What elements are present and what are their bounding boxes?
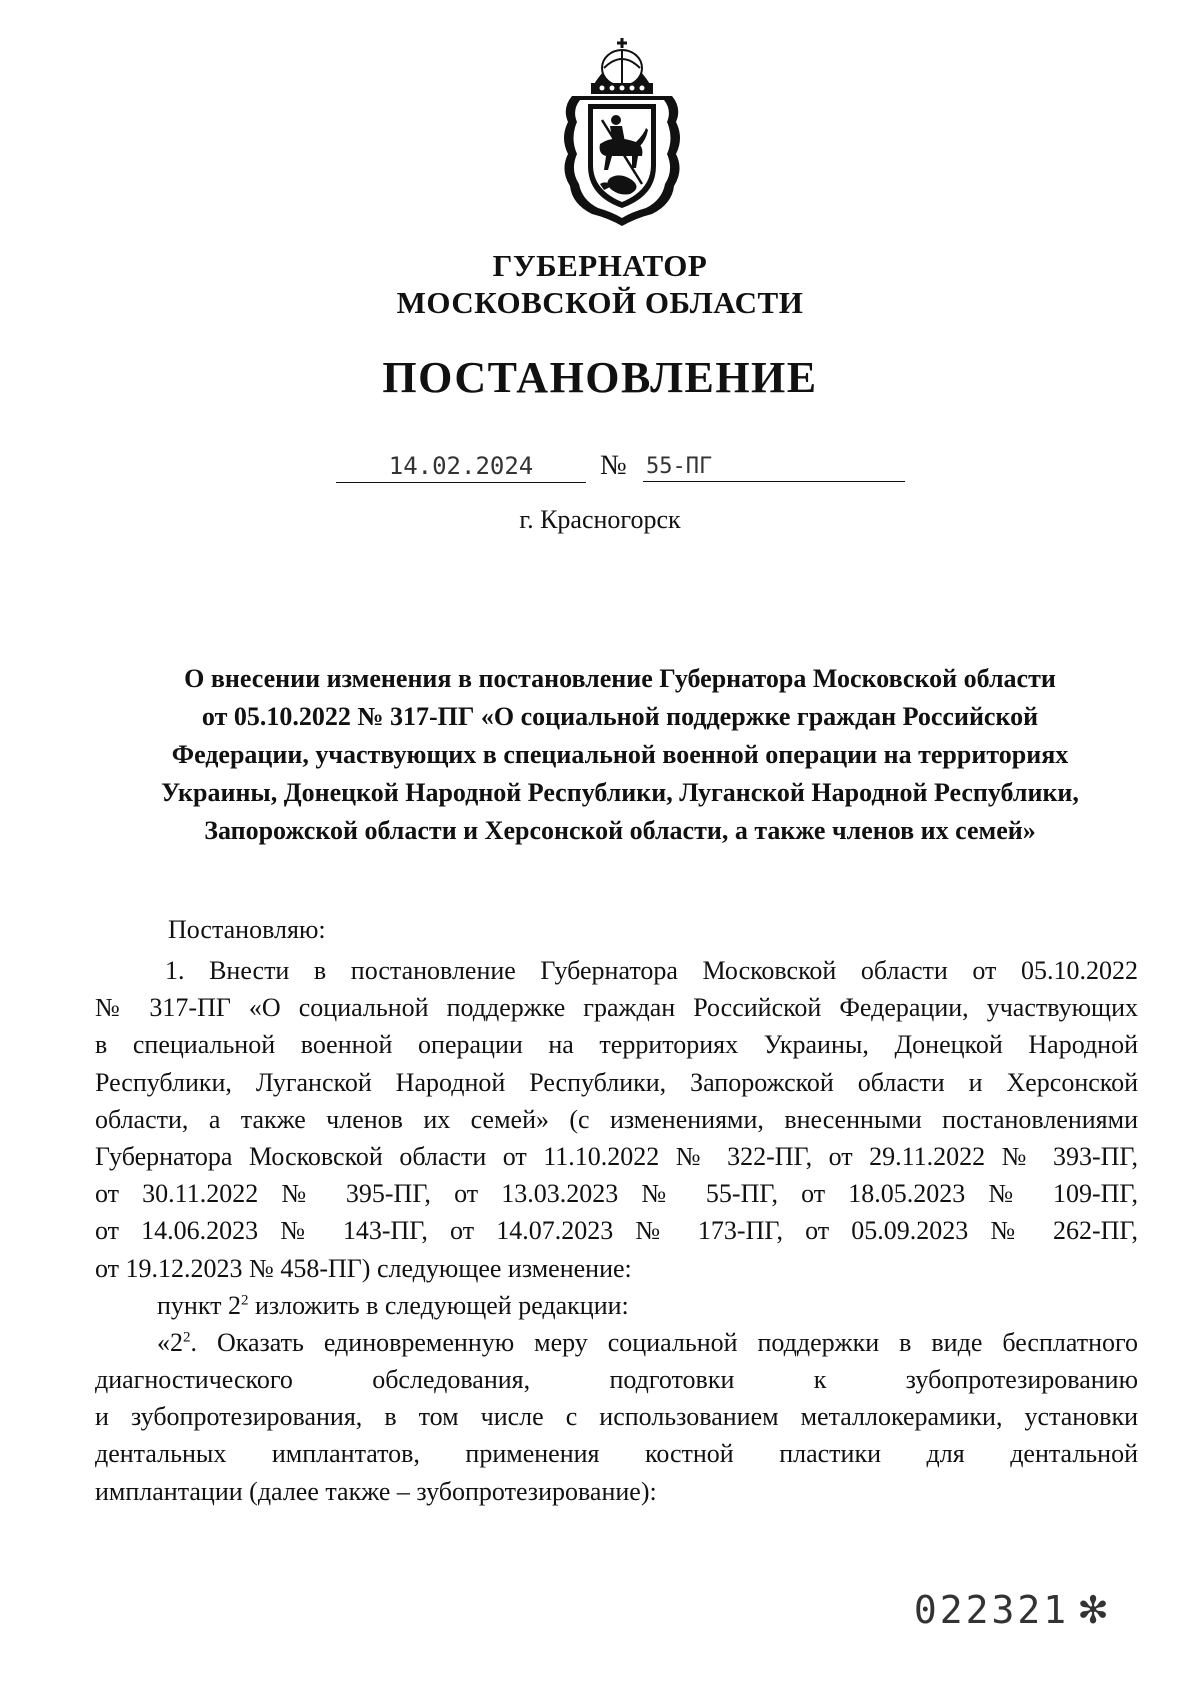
body-line: от 30.11.2022 № 395-ПГ, от 13.03.2023 № 55-ПГ, от 18.05.2023 № 109-ПГ, <box>95 1179 1138 1209</box>
new-clause-first-line <box>95 1324 1138 1361</box>
subject-line: Украины, Донецкой Народной Республики, Луганской Народной Республики, <box>161 778 1079 807</box>
document-body <box>95 952 1138 1510</box>
body-line: Губернатора Московской области от 11.10.2022 № 322-ПГ, от 29.11.2022 № 393-ПГ, <box>95 1141 1138 1171</box>
registration-number: 55-ПГ <box>643 450 905 482</box>
body-line: от 14.06.2023 № 143-ПГ, от 14.07.2023 № 173-ПГ, от 05.09.2023 № 262-ПГ, <box>95 1216 1138 1246</box>
subject-line: Запорожской области и Херсонской области, а также членов их семей» <box>204 816 1036 845</box>
preamble: Постановляю: <box>168 915 326 944</box>
body-line: области, а также членов их семей» (с изменениями, внесенными постановлениями <box>95 1104 1138 1134</box>
body-line: в специальной военной операции на территориях Украины, Донецкой Народной <box>95 1030 1138 1060</box>
city-of-issue: г. Красногорск <box>519 505 681 534</box>
body-line: имплантации (далее также – зубопротезирование): <box>95 1476 657 1506</box>
document-type: ПОСТАНОВЛЕНИЕ <box>382 353 818 402</box>
superscript: 2 <box>240 1292 249 1309</box>
body-line: № 317-ПГ «О социальной поддержке граждан Российской Федерации, участвующих <box>95 993 1138 1023</box>
subject-line: от 05.10.2022 № 317-ПГ «О социальной поддержке граждан Российской <box>201 702 1039 731</box>
authority-title-line2: МОСКОВСКОЙ ОБЛАСТИ <box>396 285 804 320</box>
serial-number <box>914 1588 1112 1632</box>
subject-line: О внесении изменения в постановление Губернатора Московской области <box>184 664 1056 693</box>
body-line: от 19.12.2023 № 458-ПГ) следующее изменение: <box>95 1253 632 1283</box>
subject-line: Федерации, участвующих в специальной военной операции на территориях <box>171 740 1069 769</box>
amendment-intro-text: пункт 2 <box>157 1290 241 1320</box>
body-line: дентальных имплантатов, применения костной пластики для дентальной <box>95 1439 1138 1469</box>
serial-number-text: 022321 <box>913 1588 1070 1632</box>
number-sign: № <box>600 450 627 481</box>
asterisk-icon: ✻ <box>1077 1588 1112 1632</box>
body-line: и зубопротезирования, в том числе с использованием металлокерамики, установки <box>95 1402 1138 1432</box>
document-subject <box>100 660 1140 850</box>
body-line: Республики, Луганской Народной Республики, Запорожской области и Херсонской <box>95 1067 1138 1097</box>
amendment-intro <box>95 1287 1138 1324</box>
amendment-intro-text: изложить в следующей редакции: <box>248 1290 629 1320</box>
clause-text: . Оказать единовременную меру социальной поддержки в виде бесплатного <box>190 1327 1138 1357</box>
registration-date: 14.02.2024 <box>336 450 586 483</box>
body-line: 1. Внести в постановление Губернатора Московской области от 05.10.2022 <box>165 956 1138 985</box>
coat-of-arms-icon <box>558 38 686 226</box>
body-line: диагностического обследования, подготовки к зубопротезированию <box>95 1365 1138 1395</box>
clause-open: «2 <box>157 1327 183 1357</box>
authority-title-line1: ГУБЕРНАТОР <box>492 248 708 283</box>
superscript: 2 <box>183 1329 191 1346</box>
